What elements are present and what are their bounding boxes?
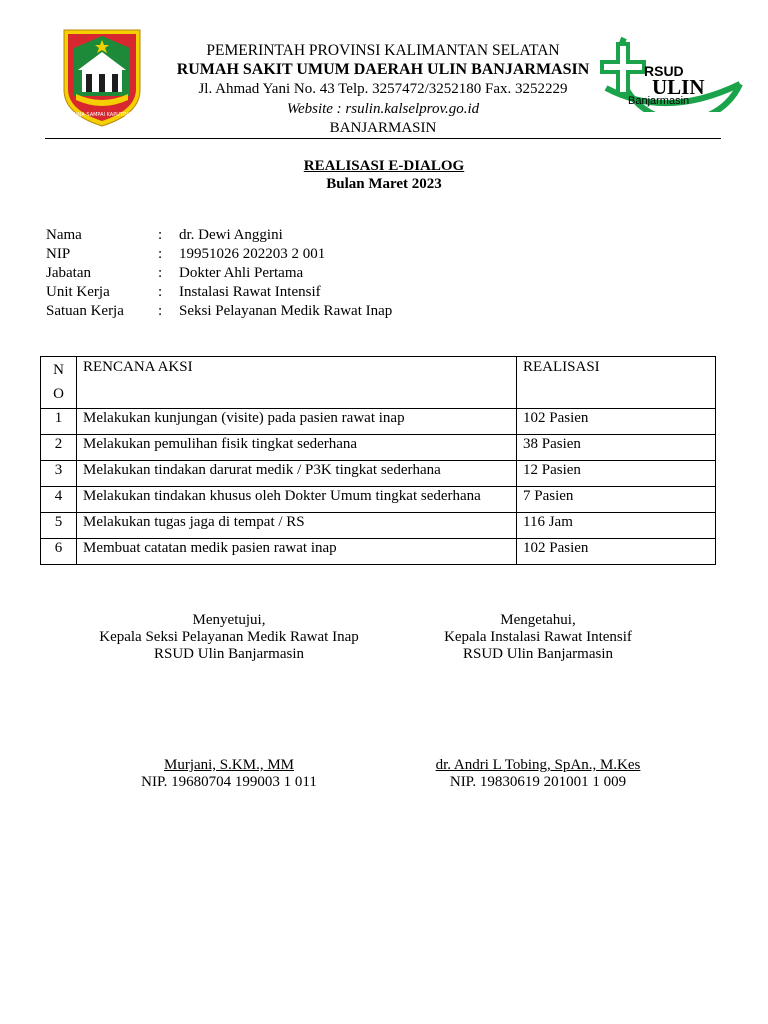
- row-action: Melakukan tindakan khusus oleh Dokter Umum tingkat sederhana: [77, 487, 517, 513]
- identity-separator: :: [158, 265, 163, 281]
- table-row: [41, 539, 716, 565]
- identity-label: Jabatan: [46, 265, 91, 281]
- identity-label: Unit Kerja: [46, 284, 110, 300]
- row-action: Melakukan kunjungan (visite) pada pasien rawat inap: [77, 409, 517, 435]
- hospital-website: Website : rsulin.kalselprov.go.id: [286, 101, 480, 117]
- hospital-city: BANJARMASIN: [329, 120, 437, 136]
- table-header-row: [41, 357, 716, 409]
- signature-heading: Menyetujui,: [192, 612, 266, 628]
- identity-label: NIP: [46, 246, 71, 262]
- identity-separator: :: [158, 227, 163, 243]
- table-row: [41, 487, 716, 513]
- row-result: 102 Pasien: [517, 409, 716, 435]
- row-number: 4: [41, 487, 77, 513]
- identity-value: 19951026 202203 2 001: [179, 246, 326, 262]
- row-number: 6: [41, 539, 77, 565]
- province-emblem-logo: [60, 26, 144, 130]
- signature-institution: RSUD Ulin Banjarmasin: [154, 646, 304, 662]
- identity-separator: :: [158, 284, 163, 300]
- emblem-motto: WAJA SAMPAI KAPUTING: [71, 112, 133, 118]
- signatory-nip: NIP. 19680704 199003 1 011: [141, 774, 317, 790]
- identity-value: Seksi Pelayanan Medik Rawat Inap: [179, 303, 393, 319]
- signature-position: Kepala Seksi Pelayanan Medik Rawat Inap: [99, 629, 359, 645]
- signature-position: Kepala Instalasi Rawat Intensif: [444, 629, 632, 645]
- document-period: Bulan Maret 2023: [326, 176, 442, 192]
- row-result: 116 Jam: [517, 513, 716, 539]
- row-result: 102 Pasien: [517, 539, 716, 565]
- header-realization: REALISASI: [517, 357, 716, 409]
- rsud-ulin-logo: [596, 34, 744, 112]
- acknowledger-signature-block: [378, 612, 698, 791]
- hospital-address: Jl. Ahmad Yani No. 43 Telp. 3257472/3252180 Fax. 3252229: [198, 81, 568, 97]
- identity-separator: :: [158, 246, 163, 262]
- row-number: 1: [41, 409, 77, 435]
- letterhead-divider: [45, 138, 721, 139]
- identity-label: Nama: [46, 227, 82, 243]
- signature-institution: RSUD Ulin Banjarmasin: [463, 646, 613, 662]
- signatory-nip: NIP. 19830619 201001 1 009: [449, 774, 627, 790]
- row-action: Membuat catatan medik pasien rawat inap: [77, 539, 517, 565]
- row-number: 5: [41, 513, 77, 539]
- identity-value: dr. Dewi Anggini: [179, 227, 283, 243]
- row-result: 38 Pasien: [517, 435, 716, 461]
- logo-city-text: Banjarmasin: [628, 95, 690, 107]
- hospital-name: RUMAH SAKIT UMUM DAERAH ULIN BANJARMASIN: [176, 61, 590, 78]
- logo-ulin-text: ULIN: [652, 75, 705, 99]
- table-row: [41, 435, 716, 461]
- signature-heading: Mengetahui,: [500, 612, 576, 628]
- header-action-plan: RENCANA AKSI: [77, 357, 517, 409]
- logo-rsud-text: RSUD: [644, 63, 684, 79]
- signatory-name: dr. Andri L Tobing, SpAn., M.Kes: [435, 757, 641, 773]
- identity-value: Instalasi Rawat Intensif: [179, 284, 321, 300]
- government-name: PEMERINTAH PROVINSI KALIMANTAN SELATAN: [206, 42, 560, 59]
- row-action: Melakukan pemulihan fisik tingkat sederhana: [77, 435, 517, 461]
- identity-value: Dokter Ahli Pertama: [179, 265, 304, 281]
- header-no: N O: [41, 357, 77, 409]
- row-action: Melakukan tugas jaga di tempat / RS: [77, 513, 517, 539]
- signatory-name: Murjani, S.KM., MM: [163, 757, 294, 773]
- table-row: [41, 461, 716, 487]
- identity-separator: :: [158, 303, 163, 319]
- row-number: 2: [41, 435, 77, 461]
- table-row: [41, 513, 716, 539]
- row-number: 3: [41, 461, 77, 487]
- identity-label: Satuan Kerja: [46, 303, 124, 319]
- document-title: REALISASI E-DIALOG: [303, 158, 465, 174]
- table-row: [41, 409, 716, 435]
- approver-signature-block: [69, 612, 389, 791]
- row-result: 12 Pasien: [517, 461, 716, 487]
- action-plan-table: [40, 356, 716, 565]
- row-action: Melakukan tindakan darurat medik / P3K tingkat sederhana: [77, 461, 517, 487]
- row-result: 7 Pasien: [517, 487, 716, 513]
